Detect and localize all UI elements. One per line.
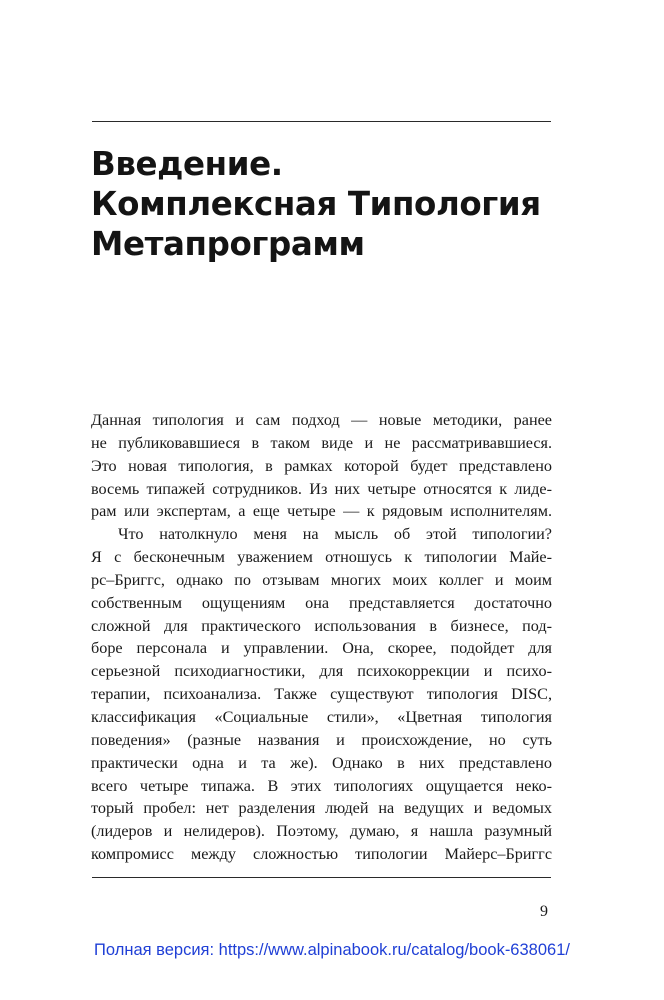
full-version-link[interactable]: Полная версия: https://www.alpinabook.ru/catalog/book-638061/ (94, 941, 570, 959)
body-line: не публиковавшиеся в таком виде и не рассматривавшиеся. (91, 433, 552, 452)
top-rule (92, 121, 551, 122)
chapter-title-line-3: Метапрограмм (91, 225, 365, 263)
body-line: рам или экспертам, а еще четыре — к рядовым исполнителям. (91, 502, 552, 521)
body-line: восемь типажей сотрудников. Из них четыре относятся к лиде- (91, 479, 552, 498)
body-line: поведения» (разные названия и происхождение, но суть (91, 730, 552, 749)
body-line: торый пробел: нет разделения людей на ведущих и ведомых (91, 799, 552, 818)
body-line: всего четыре типажа. В этих типологиях ощущается неко- (91, 776, 552, 795)
body-line: сложной для практического использования в бизнесе, под- (91, 616, 552, 635)
body-line: Что натолкнуло меня на мысль об этой типологии? (118, 525, 552, 544)
chapter-title-line-1: Введение. (91, 145, 283, 183)
body-line: (лидеров и нелидеров). Поэтому, думаю, я нашла разумный (91, 822, 552, 841)
body-line: Я с бесконечным уважением отношусь к типологии Майе- (91, 548, 552, 567)
body-line: Данная типология и сам подход — новые методики, ранее (91, 411, 552, 429)
body-line: Это новая типология, в рамках которой будет представлено (91, 456, 552, 475)
body-line: терапии, психоанализа. Также существуют типология DISC, (91, 685, 552, 704)
body-line: собственным ощущениям она представляется достаточно (91, 593, 552, 612)
body-text (91, 409, 552, 866)
body-line: рс–Бриггс, однако по отзывам многих моих коллег и моим (91, 570, 552, 589)
body-line: компромисс между сложностью типологии Майерс–Бриггс (91, 845, 552, 864)
body-line: боре персонала и управлении. Она, скорее, подойдет для (91, 639, 552, 658)
chapter-title (91, 144, 561, 264)
chapter-title-line-2: Комплексная Типология (91, 185, 541, 223)
page-number: 9 (540, 903, 548, 920)
body-line: классификация «Социальные стили», «Цветная типология (91, 707, 552, 726)
body-line: серьезной психодиагностики, для психокоррекции и психо- (91, 662, 552, 681)
bottom-rule (92, 877, 551, 878)
body-line: практически одна и та же). Однако в них представлено (91, 753, 552, 772)
